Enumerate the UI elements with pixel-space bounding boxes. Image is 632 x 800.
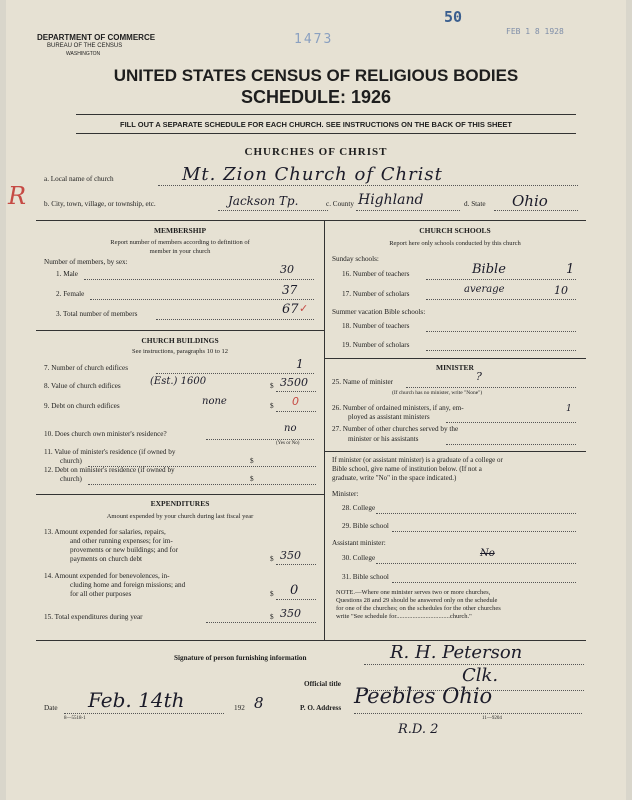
header-rule-top xyxy=(76,114,576,115)
footnote-line-3: for one of the churches; on the schedules for the other churches xyxy=(336,605,501,612)
college-30-label: 30. College xyxy=(342,554,376,562)
column-divider xyxy=(324,220,325,640)
expense-14-line xyxy=(276,599,316,600)
sections-top-rule xyxy=(36,220,586,221)
teachers-16-note: Bible xyxy=(472,262,506,277)
buildings-heading: CHURCH BUILDINGS xyxy=(141,336,219,345)
college-28-label: 28. College xyxy=(342,504,376,512)
membership-heading: MEMBERSHIP xyxy=(153,226,207,235)
minister-name-label: 25. Name of minister xyxy=(332,378,394,386)
state-line xyxy=(494,210,578,211)
city-value: Jackson Tp. xyxy=(228,194,299,208)
bible-school-29-line xyxy=(392,531,576,532)
scholars-17-note: average xyxy=(464,284,505,295)
bureau-city: WASHINGTON xyxy=(66,51,101,57)
owns-residence-line xyxy=(206,439,314,440)
scholars-17-label: 17. Number of scholars xyxy=(342,290,410,298)
membership-intro: Number of members, by sex: xyxy=(44,258,128,266)
signature-label: Signature of person furnishing information xyxy=(174,654,307,662)
sections-bottom-rule xyxy=(36,640,586,641)
total-members-line xyxy=(156,319,314,320)
local-name-line xyxy=(158,185,578,186)
year-prefix: 192 xyxy=(234,704,245,712)
residence-value-label-2: church) xyxy=(60,457,82,465)
expense-total-line xyxy=(206,622,316,623)
checkmark-icon: ✓ xyxy=(299,302,309,315)
other-churches-line xyxy=(446,444,576,445)
teachers-18-label: 18. Number of teachers xyxy=(342,322,410,330)
county-value: Highland xyxy=(358,192,424,208)
expense-total-value: 350 xyxy=(280,607,301,620)
edifice-debt-line xyxy=(276,411,316,412)
buildings-bottom-rule xyxy=(36,494,324,495)
schools-bottom-rule xyxy=(324,358,586,359)
minister-subheading: Minister: xyxy=(332,490,359,498)
college-30-value: No xyxy=(480,548,495,559)
census-schedule-sheet xyxy=(6,0,626,800)
graduate-note-2: Bible school, give name of institution below. (If not a xyxy=(332,465,482,473)
total-members-value: 67 xyxy=(282,302,299,317)
official-title-value: Clk. xyxy=(462,665,499,686)
signature-value: R. H. Peterson xyxy=(390,642,523,663)
membership-note-2: member in your church xyxy=(149,248,211,255)
summer-schools-label: Summer vacation Bible schools: xyxy=(332,308,426,316)
dollar-sign: $ xyxy=(270,382,274,390)
buildings-note: See instructions, paragraphs 10 to 12 xyxy=(131,348,229,355)
footnote-line-2: Questions 28 and 29 should be answered only on the schedule xyxy=(336,597,498,604)
official-title-label: Official title xyxy=(304,680,341,688)
minister-mid-rule xyxy=(324,451,586,452)
po-address-label: P. O. Address xyxy=(300,704,342,712)
print-number: 11—9204 xyxy=(482,716,502,721)
state-value: Ohio xyxy=(512,192,548,210)
department-name: DEPARTMENT OF COMMERCE xyxy=(37,33,156,42)
year-value: 8 xyxy=(254,694,264,712)
local-name-label: a. Local name of church xyxy=(44,175,114,183)
residence-debt-label-1: 12. Debt on minister's residence (if owned by xyxy=(44,466,175,474)
stamp-number: 50 xyxy=(444,8,463,26)
expenditures-note: Amount expended by your church during last fiscal year xyxy=(106,513,254,520)
male-value: 30 xyxy=(280,263,294,276)
edifice-value-label: 8. Value of church edifices xyxy=(44,382,121,390)
date-value: Feb. 14th xyxy=(88,688,185,712)
scholars-17-value: 10 xyxy=(554,284,568,297)
graduate-note-1: If minister (or assistant minister) is a graduate of a college or xyxy=(332,456,503,464)
denomination-heading: CHURCHES OF CHRIST xyxy=(244,146,388,158)
footnote-line-1: NOTE.—Where one minister serves two or more churches, xyxy=(336,589,491,596)
teachers-16-line xyxy=(426,279,576,280)
minister-heading: MINISTER xyxy=(436,363,474,372)
po-address-value: Peebles Ohio xyxy=(354,684,493,708)
scholars-17-line xyxy=(426,299,576,300)
dollar-sign: $ xyxy=(270,402,274,410)
local-name-value: Mt. Zion Church of Christ xyxy=(182,164,443,185)
membership-note-1: Report number of members according to definition of xyxy=(110,239,250,246)
college-28-line xyxy=(376,513,576,514)
expense-13-line-3: provements or new buildings; and for xyxy=(70,546,178,554)
ordained-value: 1 xyxy=(566,404,572,414)
female-label: 2. Female xyxy=(56,290,85,298)
dollar-sign: $ xyxy=(270,613,274,621)
owns-residence-value: no xyxy=(284,423,297,434)
edifices-value: 1 xyxy=(296,357,304,371)
graduate-note-3: graduate, write "No" in the space indicated.) xyxy=(332,474,457,482)
residence-value-label-1: 11. Value of minister's residence (if owned by xyxy=(44,448,176,456)
assistant-subheading: Assistant minister: xyxy=(332,539,386,547)
bible-school-31-label: 31. Bible school xyxy=(342,573,389,581)
teachers-18-line xyxy=(426,331,576,332)
teachers-16-value: 1 xyxy=(566,262,575,277)
schedule-title: SCHEDULE: 1926 xyxy=(240,87,392,107)
dollar-sign: $ xyxy=(270,555,274,563)
scholars-19-line xyxy=(426,350,576,351)
instruction-line: FILL OUT A SEPARATE SCHEDULE FOR EACH CHURCH. SEE INSTRUCTIONS ON THE BACK OF THIS SHEET xyxy=(120,120,512,129)
teachers-16-label: 16. Number of teachers xyxy=(342,270,410,278)
expenditures-heading: EXPENDITURES xyxy=(150,499,210,508)
county-line xyxy=(356,210,460,211)
expense-13-value: 350 xyxy=(280,549,301,562)
schools-heading: CHURCH SCHOOLS xyxy=(419,226,491,235)
received-date-stamp: FEB 1 8 1928 xyxy=(506,27,564,36)
margin-check-mark: R xyxy=(8,182,27,210)
yes-no-hint: (Yes or No) xyxy=(276,441,300,446)
bible-school-29-label: 29. Bible school xyxy=(342,522,389,530)
county-label: c. County xyxy=(326,200,354,208)
city-line xyxy=(218,210,328,211)
expense-13-line-1: 13. Amount expended for salaries, repairs, xyxy=(44,528,166,536)
edifice-value-note: (Est.) 1600 xyxy=(150,376,207,387)
bureau-name: BUREAU OF THE CENSUS xyxy=(47,43,123,49)
membership-bottom-rule xyxy=(36,330,324,331)
owns-residence-label: 10. Does church own minister's residence? xyxy=(44,430,167,438)
male-label: 1. Male xyxy=(56,270,78,278)
expense-total-label: 15. Total expenditures during year xyxy=(44,613,143,621)
scholars-19-label: 19. Number of scholars xyxy=(342,341,410,349)
minister-name-value: ? xyxy=(476,370,482,383)
header-rule-bottom xyxy=(76,133,576,134)
edifice-debt-note: none xyxy=(202,396,227,407)
edifice-debt-value: 0 xyxy=(292,395,299,408)
edifice-value-amount: 3500 xyxy=(280,376,308,389)
expense-13-line-2: and other running expenses; for im- xyxy=(70,537,173,545)
total-members-label: 3. Total number of members xyxy=(56,310,138,318)
serial-stamp: 1473 xyxy=(294,32,334,47)
edifice-debt-label: 9. Debt on church edifices xyxy=(44,402,120,410)
schools-note: Report here only schools conducted by this church xyxy=(389,240,521,247)
dollar-sign: $ xyxy=(250,457,254,465)
ordained-label-2: ployed as assistant ministers xyxy=(348,413,430,421)
expense-13-line-4: payments on church debt xyxy=(70,555,143,563)
sunday-schools-label: Sunday schools: xyxy=(332,255,379,263)
expense-14-line-1: 14. Amount expended for benevolences, in- xyxy=(44,572,170,580)
city-label: b. City, town, village, or township, etc. xyxy=(44,200,156,208)
ordained-line xyxy=(446,422,576,423)
female-value: 37 xyxy=(282,283,298,297)
ordained-label-1: 26. Number of ordained ministers, if any, em- xyxy=(332,404,464,412)
bible-school-31-line xyxy=(392,582,576,583)
residence-debt-label-2: church) xyxy=(60,475,82,483)
male-line xyxy=(84,279,314,280)
residence-debt-line xyxy=(88,484,316,485)
form-title: UNITED STATES CENSUS OF RELIGIOUS BODIES xyxy=(113,66,519,85)
po-address-line-2: R.D. 2 xyxy=(398,722,439,737)
college-30-line xyxy=(376,563,576,564)
edifices-label: 7. Number of church edifices xyxy=(44,364,129,372)
date-label: Date xyxy=(44,704,58,712)
expense-13-line xyxy=(276,564,316,565)
state-label: d. State xyxy=(464,200,486,208)
po-address-line xyxy=(354,713,582,714)
edifices-line xyxy=(156,373,314,374)
edifice-value-line xyxy=(276,391,316,392)
other-churches-label-2: minister or his assistants xyxy=(348,435,419,443)
dollar-sign: $ xyxy=(270,590,274,598)
female-line xyxy=(90,299,314,300)
minister-name-line xyxy=(406,387,576,388)
dollar-sign: $ xyxy=(250,475,254,483)
other-churches-label-1: 27. Number of other churches served by the xyxy=(332,425,459,433)
footnote-line-4: write "See schedule for.................................church." xyxy=(336,613,472,620)
form-number: 8—5518-1 xyxy=(64,716,86,721)
minister-name-hint: (If church has no minister, write "None") xyxy=(392,390,483,396)
expense-14-value: 0 xyxy=(290,583,299,598)
date-line xyxy=(64,713,224,714)
expense-14-line-3: for all other purposes xyxy=(70,590,132,598)
expense-14-line-2: cluding home and foreign missions; and xyxy=(70,581,186,589)
